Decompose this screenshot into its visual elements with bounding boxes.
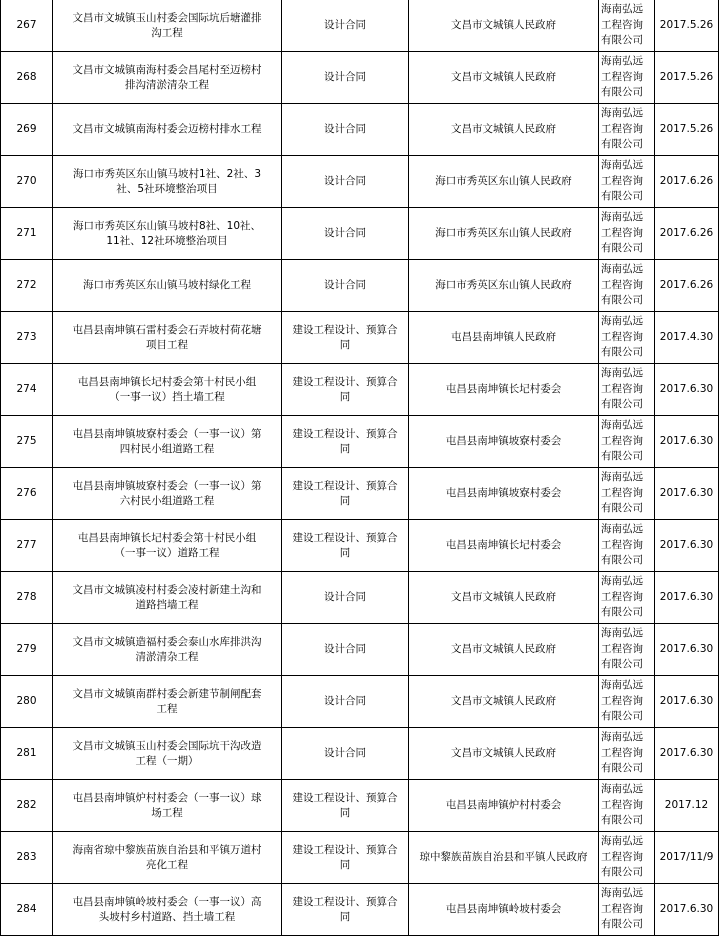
table-body [1,0,719,936]
firm-name: 海南弘远工程咨询有限公司 [599,520,655,572]
contract-date: 2017.6.30 [655,468,719,520]
contract-type: 建设工程设计、预算合同 [282,312,409,364]
client-name: 文昌市文城镇人民政府 [409,624,599,676]
row-number: 280 [1,676,53,728]
client-name: 屯昌县南坤镇坡寮村委会 [409,416,599,468]
client-name: 屯昌县南坤镇长圮村委会 [409,520,599,572]
row-number: 284 [1,884,53,936]
project-name: 屯昌县南坤镇长圮村委会第十村民小组（一事一议）挡土墙工程 [53,364,282,416]
table-row [1,728,719,780]
table-row [1,780,719,832]
row-number: 271 [1,208,53,260]
contract-date: 2017.5.26 [655,52,719,104]
client-name: 屯昌县南坤镇坡寮村委会 [409,468,599,520]
firm-name: 海南弘远工程咨询有限公司 [599,52,655,104]
client-name: 文昌市文城镇人民政府 [409,728,599,780]
project-name: 海口市秀英区东山镇马坡村1社、2社、3社、5社环境整治项目 [53,156,282,208]
table-row [1,260,719,312]
contract-date: 2017.6.30 [655,572,719,624]
contract-date: 2017.12 [655,780,719,832]
row-number: 273 [1,312,53,364]
row-number: 268 [1,52,53,104]
table-row [1,572,719,624]
project-name: 文昌市文城镇造福村委会泰山水库排洪沟清淤清杂工程 [53,624,282,676]
table-row [1,884,719,936]
firm-name: 海南弘远工程咨询有限公司 [599,208,655,260]
row-number: 274 [1,364,53,416]
table-row [1,676,719,728]
table-row [1,312,719,364]
contract-date: 2017.6.30 [655,728,719,780]
table-row [1,416,719,468]
client-name: 文昌市文城镇人民政府 [409,676,599,728]
firm-name: 海南弘远工程咨询有限公司 [599,468,655,520]
row-number: 272 [1,260,53,312]
project-name: 海口市秀英区东山镇马坡村绿化工程 [53,260,282,312]
row-number: 278 [1,572,53,624]
client-name: 屯昌县南坤镇岭坡村委会 [409,884,599,936]
table-row [1,468,719,520]
client-name: 屯昌县南坤镇长圮村委会 [409,364,599,416]
contract-date: 2017.5.26 [655,0,719,52]
contract-type: 设计合同 [282,104,409,156]
table-row [1,624,719,676]
firm-name: 海南弘远工程咨询有限公司 [599,416,655,468]
firm-name: 海南弘远工程咨询有限公司 [599,832,655,884]
client-name: 文昌市文城镇人民政府 [409,104,599,156]
table-row [1,208,719,260]
client-name: 海口市秀英区东山镇人民政府 [409,208,599,260]
row-number: 269 [1,104,53,156]
project-name: 文昌市文城镇玉山村委会国际坑后塘灌排沟工程 [53,0,282,52]
project-name: 文昌市文城镇南海村委会迈榜村排水工程 [53,104,282,156]
row-number: 282 [1,780,53,832]
row-number: 275 [1,416,53,468]
firm-name: 海南弘远工程咨询有限公司 [599,260,655,312]
contract-type: 设计合同 [282,572,409,624]
project-name: 屯昌县南坤镇炉村村委会（一事一议）球场工程 [53,780,282,832]
contract-type: 设计合同 [282,624,409,676]
client-name: 文昌市文城镇人民政府 [409,572,599,624]
contract-date: 2017.6.30 [655,520,719,572]
row-number: 283 [1,832,53,884]
row-number: 281 [1,728,53,780]
client-name: 琼中黎族苗族自治县和平镇人民政府 [409,832,599,884]
contract-type: 建设工程设计、预算合同 [282,884,409,936]
project-name: 屯昌县南坤镇坡寮村委会（一事一议）第六村民小组道路工程 [53,468,282,520]
table-row [1,52,719,104]
firm-name: 海南弘远工程咨询有限公司 [599,624,655,676]
table-row [1,520,719,572]
firm-name: 海南弘远工程咨询有限公司 [599,728,655,780]
table-row [1,364,719,416]
contract-date: 2017.6.26 [655,208,719,260]
project-name: 文昌市文城镇玉山村委会国际坑干沟改造工程（一期） [53,728,282,780]
contract-date: 2017.6.26 [655,260,719,312]
contract-date: 2017.6.26 [655,156,719,208]
project-name: 屯昌县南坤镇坡寮村委会（一事一议）第四村民小组道路工程 [53,416,282,468]
client-name: 屯昌县南坤镇炉村村委会 [409,780,599,832]
contract-type: 设计合同 [282,52,409,104]
contract-date: 2017.6.30 [655,416,719,468]
contract-type: 设计合同 [282,728,409,780]
project-name: 屯昌县南坤镇石雷村委会石弄坡村荷花塘项目工程 [53,312,282,364]
client-name: 海口市秀英区东山镇人民政府 [409,156,599,208]
contract-type: 建设工程设计、预算合同 [282,832,409,884]
firm-name: 海南弘远工程咨询有限公司 [599,156,655,208]
contract-type: 设计合同 [282,260,409,312]
row-number: 270 [1,156,53,208]
row-number: 279 [1,624,53,676]
contract-date: 2017/11/9 [655,832,719,884]
firm-name: 海南弘远工程咨询有限公司 [599,364,655,416]
table-row [1,832,719,884]
contract-type: 设计合同 [282,208,409,260]
project-name: 文昌市文城镇南海村委会昌尾村至迈榜村排沟清淤清杂工程 [53,52,282,104]
project-name: 屯昌县南坤镇岭坡村委会（一事一议）高头坡村乡村道路、挡土墙工程 [53,884,282,936]
project-name: 文昌市文城镇凌村村委会凌村新建土沟和道路挡墙工程 [53,572,282,624]
contract-type: 设计合同 [282,676,409,728]
firm-name: 海南弘远工程咨询有限公司 [599,676,655,728]
contract-type: 建设工程设计、预算合同 [282,520,409,572]
row-number: 277 [1,520,53,572]
firm-name: 海南弘远工程咨询有限公司 [599,312,655,364]
client-name: 文昌市文城镇人民政府 [409,52,599,104]
firm-name: 海南弘远工程咨询有限公司 [599,780,655,832]
contract-date: 2017.6.30 [655,676,719,728]
client-name: 文昌市文城镇人民政府 [409,0,599,52]
contract-type: 建设工程设计、预算合同 [282,364,409,416]
project-name: 海南省琼中黎族苗族自治县和平镇万道村亮化工程 [53,832,282,884]
contract-date: 2017.5.26 [655,104,719,156]
project-name: 海口市秀英区东山镇马坡村8社、10社、11社、12社环境整治项目 [53,208,282,260]
table-row [1,0,719,52]
contract-date: 2017.6.30 [655,884,719,936]
table-row [1,104,719,156]
contract-date: 2017.6.30 [655,364,719,416]
firm-name: 海南弘远工程咨询有限公司 [599,572,655,624]
contract-type: 建设工程设计、预算合同 [282,468,409,520]
contract-date: 2017.4.30 [655,312,719,364]
client-name: 海口市秀英区东山镇人民政府 [409,260,599,312]
firm-name: 海南弘远工程咨询有限公司 [599,104,655,156]
contract-type: 设计合同 [282,0,409,52]
contract-date: 2017.6.30 [655,624,719,676]
row-number: 267 [1,0,53,52]
firm-name: 海南弘远工程咨询有限公司 [599,0,655,52]
project-name: 屯昌县南坤镇长圮村委会第十村民小组（一事一议）道路工程 [53,520,282,572]
contract-type: 建设工程设计、预算合同 [282,416,409,468]
contract-type: 设计合同 [282,156,409,208]
project-name: 文昌市文城镇南群村委会新建节制闸配套工程 [53,676,282,728]
row-number: 276 [1,468,53,520]
firm-name: 海南弘远工程咨询有限公司 [599,884,655,936]
contract-type: 建设工程设计、预算合同 [282,780,409,832]
table-row [1,156,719,208]
client-name: 屯昌县南坤镇人民政府 [409,312,599,364]
